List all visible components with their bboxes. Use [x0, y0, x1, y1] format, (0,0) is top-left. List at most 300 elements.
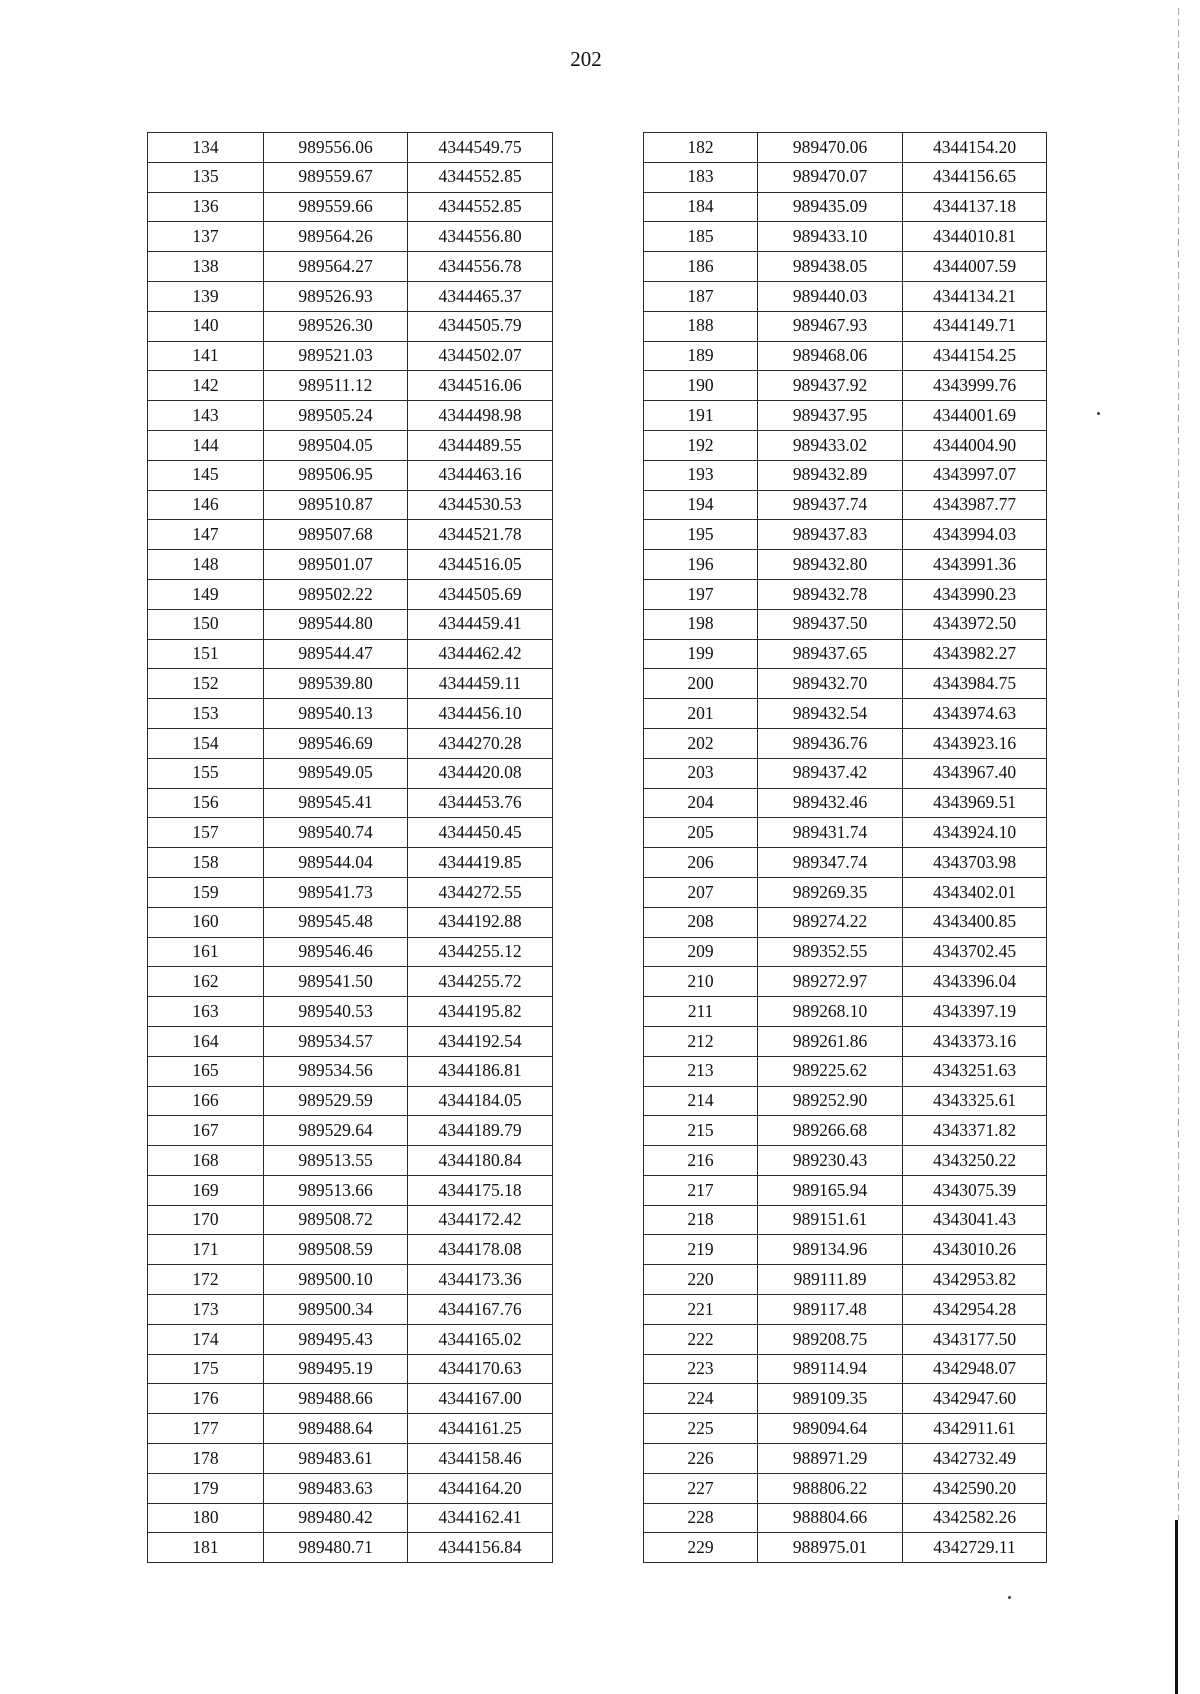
y-coordinate-cell: 4344192.88 — [408, 907, 553, 937]
table-row — [148, 997, 553, 1027]
y-coordinate-cell: 4344134.21 — [903, 281, 1047, 311]
y-coordinate-cell: 4343396.04 — [903, 967, 1047, 997]
table-row — [644, 1056, 1047, 1086]
y-coordinate-cell: 4343251.63 — [903, 1056, 1047, 1086]
table-row — [644, 133, 1047, 163]
y-coordinate-cell: 4343972.50 — [903, 609, 1047, 639]
table-row — [148, 1026, 553, 1056]
x-coordinate-cell: 989508.59 — [264, 1235, 408, 1265]
x-coordinate-cell: 989488.64 — [264, 1414, 408, 1444]
x-coordinate-cell: 989513.66 — [264, 1175, 408, 1205]
point-number-cell: 174 — [148, 1324, 264, 1354]
table-row — [644, 1265, 1047, 1295]
table-row — [644, 1295, 1047, 1325]
point-number-cell: 167 — [148, 1116, 264, 1146]
table-row — [148, 1354, 553, 1384]
table-row — [644, 1205, 1047, 1235]
y-coordinate-cell: 4344530.53 — [408, 490, 553, 520]
y-coordinate-cell: 4344167.00 — [408, 1384, 553, 1414]
scan-edge-shadow — [1175, 1520, 1178, 1694]
point-number-cell: 156 — [148, 788, 264, 818]
x-coordinate-cell: 989208.75 — [758, 1324, 903, 1354]
x-coordinate-cell: 989432.54 — [758, 699, 903, 729]
x-coordinate-cell: 989437.83 — [758, 520, 903, 550]
table-row — [148, 1295, 553, 1325]
point-number-cell: 181 — [148, 1533, 264, 1563]
x-coordinate-cell: 989467.93 — [758, 311, 903, 341]
x-coordinate-cell: 989109.35 — [758, 1384, 903, 1414]
x-coordinate-cell: 989437.65 — [758, 639, 903, 669]
point-number-cell: 223 — [644, 1354, 758, 1384]
table-row — [644, 281, 1047, 311]
page-number: 202 — [570, 47, 602, 71]
point-number-cell: 195 — [644, 520, 758, 550]
table-row — [644, 1175, 1047, 1205]
point-number-cell: 154 — [148, 728, 264, 758]
x-coordinate-cell: 989432.89 — [758, 460, 903, 490]
x-coordinate-cell: 989432.70 — [758, 669, 903, 699]
point-number-cell: 212 — [644, 1026, 758, 1056]
point-number-cell: 153 — [148, 699, 264, 729]
y-coordinate-cell: 4344195.82 — [408, 997, 553, 1027]
point-number-cell: 210 — [644, 967, 758, 997]
table-row — [148, 818, 553, 848]
point-number-cell: 182 — [644, 133, 758, 163]
table-row — [148, 758, 553, 788]
table-row — [148, 848, 553, 878]
table-row — [644, 311, 1047, 341]
x-coordinate-cell: 989488.66 — [264, 1384, 408, 1414]
point-number-cell: 204 — [644, 788, 758, 818]
table-row — [148, 639, 553, 669]
y-coordinate-cell: 4342954.28 — [903, 1295, 1047, 1325]
table-row — [148, 728, 553, 758]
table-row — [148, 490, 553, 520]
point-number-cell: 227 — [644, 1473, 758, 1503]
y-coordinate-cell: 4343999.76 — [903, 371, 1047, 401]
x-coordinate-cell: 989470.06 — [758, 133, 903, 163]
x-coordinate-cell: 989556.06 — [264, 133, 408, 163]
table-row — [148, 788, 553, 818]
x-coordinate-cell: 989437.74 — [758, 490, 903, 520]
x-coordinate-cell: 989541.73 — [264, 877, 408, 907]
x-coordinate-cell: 989438.05 — [758, 252, 903, 282]
x-coordinate-cell: 989470.07 — [758, 162, 903, 192]
table-row — [644, 699, 1047, 729]
point-number-cell: 145 — [148, 460, 264, 490]
table-row — [644, 1503, 1047, 1533]
table-row — [148, 609, 553, 639]
y-coordinate-cell: 4343924.10 — [903, 818, 1047, 848]
point-number-cell: 151 — [148, 639, 264, 669]
y-coordinate-cell: 4344521.78 — [408, 520, 553, 550]
y-coordinate-cell: 4344162.41 — [408, 1503, 553, 1533]
x-coordinate-cell: 989526.93 — [264, 281, 408, 311]
x-coordinate-cell: 989432.78 — [758, 579, 903, 609]
table-row — [148, 1414, 553, 1444]
y-coordinate-cell: 4344164.20 — [408, 1473, 553, 1503]
y-coordinate-cell: 4344004.90 — [903, 430, 1047, 460]
point-number-cell: 170 — [148, 1205, 264, 1235]
y-coordinate-cell: 4344453.76 — [408, 788, 553, 818]
y-coordinate-cell: 4344192.54 — [408, 1026, 553, 1056]
point-number-cell: 205 — [644, 818, 758, 848]
y-coordinate-cell: 4344178.08 — [408, 1235, 553, 1265]
x-coordinate-cell: 989495.43 — [264, 1324, 408, 1354]
x-coordinate-cell: 989506.95 — [264, 460, 408, 490]
y-coordinate-cell: 4344459.11 — [408, 669, 553, 699]
point-number-cell: 226 — [644, 1444, 758, 1474]
point-number-cell: 140 — [148, 311, 264, 341]
y-coordinate-cell: 4343250.22 — [903, 1146, 1047, 1176]
table-row — [644, 758, 1047, 788]
y-coordinate-cell: 4344463.16 — [408, 460, 553, 490]
table-row — [644, 1026, 1047, 1056]
x-coordinate-cell: 989529.59 — [264, 1086, 408, 1116]
table-row — [644, 430, 1047, 460]
y-coordinate-cell: 4343371.82 — [903, 1116, 1047, 1146]
point-number-cell: 142 — [148, 371, 264, 401]
x-coordinate-cell: 989266.68 — [758, 1116, 903, 1146]
x-coordinate-cell: 989117.48 — [758, 1295, 903, 1325]
table-row — [148, 1086, 553, 1116]
x-coordinate-cell: 989544.80 — [264, 609, 408, 639]
table-row — [644, 1473, 1047, 1503]
table-row — [148, 1503, 553, 1533]
y-coordinate-cell: 4344156.65 — [903, 162, 1047, 192]
x-coordinate-cell: 989480.71 — [264, 1533, 408, 1563]
table-row — [644, 818, 1047, 848]
point-number-cell: 222 — [644, 1324, 758, 1354]
point-number-cell: 134 — [148, 133, 264, 163]
x-coordinate-cell: 989111.89 — [758, 1265, 903, 1295]
point-number-cell: 165 — [148, 1056, 264, 1086]
point-number-cell: 215 — [644, 1116, 758, 1146]
table-row — [148, 669, 553, 699]
table-row — [644, 1384, 1047, 1414]
y-coordinate-cell: 4343967.40 — [903, 758, 1047, 788]
table-row — [148, 699, 553, 729]
table-row — [148, 1056, 553, 1086]
point-number-cell: 189 — [644, 341, 758, 371]
y-coordinate-cell: 4344552.85 — [408, 162, 553, 192]
x-coordinate-cell: 989437.50 — [758, 609, 903, 639]
point-number-cell: 138 — [148, 252, 264, 282]
y-coordinate-cell: 4344489.55 — [408, 430, 553, 460]
y-coordinate-cell: 4343402.01 — [903, 877, 1047, 907]
table-row — [148, 1473, 553, 1503]
table-row — [148, 1265, 553, 1295]
x-coordinate-cell: 989495.19 — [264, 1354, 408, 1384]
table-row — [148, 937, 553, 967]
table-row — [644, 520, 1047, 550]
point-number-cell: 136 — [148, 192, 264, 222]
point-number-cell: 190 — [644, 371, 758, 401]
table-row — [644, 639, 1047, 669]
table-row — [644, 1444, 1047, 1474]
y-coordinate-cell: 4344419.85 — [408, 848, 553, 878]
table-row — [148, 1175, 553, 1205]
x-coordinate-cell: 989540.74 — [264, 818, 408, 848]
point-number-cell: 221 — [644, 1295, 758, 1325]
table-row — [148, 907, 553, 937]
x-coordinate-cell: 989521.03 — [264, 341, 408, 371]
table-row — [148, 430, 553, 460]
point-number-cell: 194 — [644, 490, 758, 520]
x-coordinate-cell: 989545.48 — [264, 907, 408, 937]
point-number-cell: 184 — [644, 192, 758, 222]
x-coordinate-cell: 989544.47 — [264, 639, 408, 669]
y-coordinate-cell: 4344420.08 — [408, 758, 553, 788]
point-number-cell: 146 — [148, 490, 264, 520]
y-coordinate-cell: 4344007.59 — [903, 252, 1047, 282]
x-coordinate-cell: 989347.74 — [758, 848, 903, 878]
point-number-cell: 144 — [148, 430, 264, 460]
x-coordinate-cell: 989564.27 — [264, 252, 408, 282]
y-coordinate-cell: 4343982.27 — [903, 639, 1047, 669]
point-number-cell: 180 — [148, 1503, 264, 1533]
point-number-cell: 191 — [644, 401, 758, 431]
table-row — [644, 907, 1047, 937]
y-coordinate-cell: 4343990.23 — [903, 579, 1047, 609]
y-coordinate-cell: 4343969.51 — [903, 788, 1047, 818]
point-number-cell: 206 — [644, 848, 758, 878]
y-coordinate-cell: 4344450.45 — [408, 818, 553, 848]
table-row — [148, 401, 553, 431]
y-coordinate-cell: 4344010.81 — [903, 222, 1047, 252]
x-coordinate-cell: 989541.50 — [264, 967, 408, 997]
x-coordinate-cell: 989094.64 — [758, 1414, 903, 1444]
y-coordinate-cell: 4344158.46 — [408, 1444, 553, 1474]
point-number-cell: 183 — [644, 162, 758, 192]
point-number-cell: 218 — [644, 1205, 758, 1235]
table-row — [148, 877, 553, 907]
y-coordinate-cell: 4344270.28 — [408, 728, 553, 758]
table-row — [148, 371, 553, 401]
table-row — [148, 281, 553, 311]
x-coordinate-cell: 989165.94 — [758, 1175, 903, 1205]
y-coordinate-cell: 4344161.25 — [408, 1414, 553, 1444]
table-row — [148, 311, 553, 341]
y-coordinate-cell: 4342582.26 — [903, 1503, 1047, 1533]
y-coordinate-cell: 4344154.20 — [903, 133, 1047, 163]
y-coordinate-cell: 4344505.69 — [408, 579, 553, 609]
y-coordinate-cell: 4344502.07 — [408, 341, 553, 371]
point-number-cell: 193 — [644, 460, 758, 490]
y-coordinate-cell: 4343702.45 — [903, 937, 1047, 967]
x-coordinate-cell: 989433.02 — [758, 430, 903, 460]
point-number-cell: 152 — [148, 669, 264, 699]
table-row — [644, 1086, 1047, 1116]
y-coordinate-cell: 4343010.26 — [903, 1235, 1047, 1265]
point-number-cell: 229 — [644, 1533, 758, 1563]
table-row — [148, 1444, 553, 1474]
y-coordinate-cell: 4343997.07 — [903, 460, 1047, 490]
point-number-cell: 150 — [148, 609, 264, 639]
point-number-cell: 178 — [148, 1444, 264, 1474]
table-row — [644, 997, 1047, 1027]
point-number-cell: 201 — [644, 699, 758, 729]
table-row — [148, 162, 553, 192]
x-coordinate-cell: 989559.67 — [264, 162, 408, 192]
x-coordinate-cell: 989437.95 — [758, 401, 903, 431]
x-coordinate-cell: 989513.55 — [264, 1146, 408, 1176]
table-row — [644, 1146, 1047, 1176]
table-row — [644, 550, 1047, 580]
y-coordinate-cell: 4344189.79 — [408, 1116, 553, 1146]
x-coordinate-cell: 989134.96 — [758, 1235, 903, 1265]
point-number-cell: 224 — [644, 1384, 758, 1414]
table-row — [644, 1116, 1047, 1146]
x-coordinate-cell: 989529.64 — [264, 1116, 408, 1146]
point-number-cell: 141 — [148, 341, 264, 371]
x-coordinate-cell: 989269.35 — [758, 877, 903, 907]
table-row — [148, 192, 553, 222]
point-number-cell: 209 — [644, 937, 758, 967]
y-coordinate-cell: 4342729.11 — [903, 1533, 1047, 1563]
table-row — [644, 401, 1047, 431]
y-coordinate-cell: 4342953.82 — [903, 1265, 1047, 1295]
x-coordinate-cell: 989546.46 — [264, 937, 408, 967]
x-coordinate-cell: 989468.06 — [758, 341, 903, 371]
point-number-cell: 171 — [148, 1235, 264, 1265]
x-coordinate-cell: 989526.30 — [264, 311, 408, 341]
point-number-cell: 214 — [644, 1086, 758, 1116]
x-coordinate-cell: 989437.42 — [758, 758, 903, 788]
y-coordinate-cell: 4343397.19 — [903, 997, 1047, 1027]
point-number-cell: 149 — [148, 579, 264, 609]
y-coordinate-cell: 4344172.42 — [408, 1205, 553, 1235]
y-coordinate-cell: 4343994.03 — [903, 520, 1047, 550]
point-number-cell: 148 — [148, 550, 264, 580]
x-coordinate-cell: 989545.41 — [264, 788, 408, 818]
point-number-cell: 175 — [148, 1354, 264, 1384]
point-number-cell: 179 — [148, 1473, 264, 1503]
x-coordinate-cell: 989252.90 — [758, 1086, 903, 1116]
y-coordinate-cell: 4343373.16 — [903, 1026, 1047, 1056]
table-row — [148, 967, 553, 997]
x-coordinate-cell: 989230.43 — [758, 1146, 903, 1176]
table-row — [148, 460, 553, 490]
x-coordinate-cell: 989501.07 — [264, 550, 408, 580]
y-coordinate-cell: 4343325.61 — [903, 1086, 1047, 1116]
point-number-cell: 217 — [644, 1175, 758, 1205]
y-coordinate-cell: 4344167.76 — [408, 1295, 553, 1325]
y-coordinate-cell: 4344549.75 — [408, 133, 553, 163]
table-row — [148, 1235, 553, 1265]
x-coordinate-cell: 989510.87 — [264, 490, 408, 520]
point-number-cell: 135 — [148, 162, 264, 192]
table-row — [644, 162, 1047, 192]
coordinates-table-left — [147, 132, 553, 1563]
x-coordinate-cell: 989549.05 — [264, 758, 408, 788]
x-coordinate-cell: 989539.80 — [264, 669, 408, 699]
x-coordinate-cell: 989435.09 — [758, 192, 903, 222]
point-number-cell: 159 — [148, 877, 264, 907]
point-number-cell: 161 — [148, 937, 264, 967]
y-coordinate-cell: 4344552.85 — [408, 192, 553, 222]
point-number-cell: 196 — [644, 550, 758, 580]
table-row — [644, 460, 1047, 490]
x-coordinate-cell: 989534.56 — [264, 1056, 408, 1086]
x-coordinate-cell: 989274.22 — [758, 907, 903, 937]
point-number-cell: 211 — [644, 997, 758, 1027]
x-coordinate-cell: 989505.24 — [264, 401, 408, 431]
table-row — [148, 1205, 553, 1235]
x-coordinate-cell: 989480.42 — [264, 1503, 408, 1533]
x-coordinate-cell: 989225.62 — [758, 1056, 903, 1086]
x-coordinate-cell: 989436.76 — [758, 728, 903, 758]
point-number-cell: 162 — [148, 967, 264, 997]
point-number-cell: 208 — [644, 907, 758, 937]
x-coordinate-cell: 989559.66 — [264, 192, 408, 222]
table-row — [148, 222, 553, 252]
y-coordinate-cell: 4344175.18 — [408, 1175, 553, 1205]
table-row — [644, 579, 1047, 609]
x-coordinate-cell: 988804.66 — [758, 1503, 903, 1533]
point-number-cell: 147 — [148, 520, 264, 550]
point-number-cell: 168 — [148, 1146, 264, 1176]
table-row — [644, 967, 1047, 997]
y-coordinate-cell: 4344255.12 — [408, 937, 553, 967]
y-coordinate-cell: 4344165.02 — [408, 1324, 553, 1354]
y-coordinate-cell: 4344154.25 — [903, 341, 1047, 371]
point-number-cell: 199 — [644, 639, 758, 669]
table-row — [148, 550, 553, 580]
y-coordinate-cell: 4343400.85 — [903, 907, 1047, 937]
point-number-cell: 216 — [644, 1146, 758, 1176]
x-coordinate-cell: 989431.74 — [758, 818, 903, 848]
x-coordinate-cell: 988975.01 — [758, 1533, 903, 1563]
point-number-cell: 186 — [644, 252, 758, 282]
x-coordinate-cell: 989540.13 — [264, 699, 408, 729]
table-row — [644, 341, 1047, 371]
point-number-cell: 202 — [644, 728, 758, 758]
x-coordinate-cell: 989507.68 — [264, 520, 408, 550]
table-row — [148, 1146, 553, 1176]
x-coordinate-cell: 989432.80 — [758, 550, 903, 580]
point-number-cell: 143 — [148, 401, 264, 431]
y-coordinate-cell: 4344156.84 — [408, 1533, 553, 1563]
table-row — [644, 490, 1047, 520]
x-coordinate-cell: 988971.29 — [758, 1444, 903, 1474]
x-coordinate-cell: 989483.61 — [264, 1444, 408, 1474]
coordinates-table-right — [643, 132, 1047, 1563]
y-coordinate-cell: 4343984.75 — [903, 669, 1047, 699]
table-row — [148, 133, 553, 163]
table-row — [644, 669, 1047, 699]
y-coordinate-cell: 4342948.07 — [903, 1354, 1047, 1384]
y-coordinate-cell: 4344556.78 — [408, 252, 553, 282]
y-coordinate-cell: 4344498.98 — [408, 401, 553, 431]
y-coordinate-cell: 4344170.63 — [408, 1354, 553, 1384]
point-number-cell: 163 — [148, 997, 264, 1027]
y-coordinate-cell: 4344272.55 — [408, 877, 553, 907]
y-coordinate-cell: 4343041.43 — [903, 1205, 1047, 1235]
point-number-cell: 228 — [644, 1503, 758, 1533]
x-coordinate-cell: 989508.72 — [264, 1205, 408, 1235]
y-coordinate-cell: 4343991.36 — [903, 550, 1047, 580]
y-coordinate-cell: 4342732.49 — [903, 1444, 1047, 1474]
table-row — [644, 848, 1047, 878]
y-coordinate-cell: 4344184.05 — [408, 1086, 553, 1116]
x-coordinate-cell: 989511.12 — [264, 371, 408, 401]
x-coordinate-cell: 989540.53 — [264, 997, 408, 1027]
point-number-cell: 185 — [644, 222, 758, 252]
point-number-cell: 213 — [644, 1056, 758, 1086]
x-coordinate-cell: 989114.94 — [758, 1354, 903, 1384]
y-coordinate-cell: 4343974.63 — [903, 699, 1047, 729]
